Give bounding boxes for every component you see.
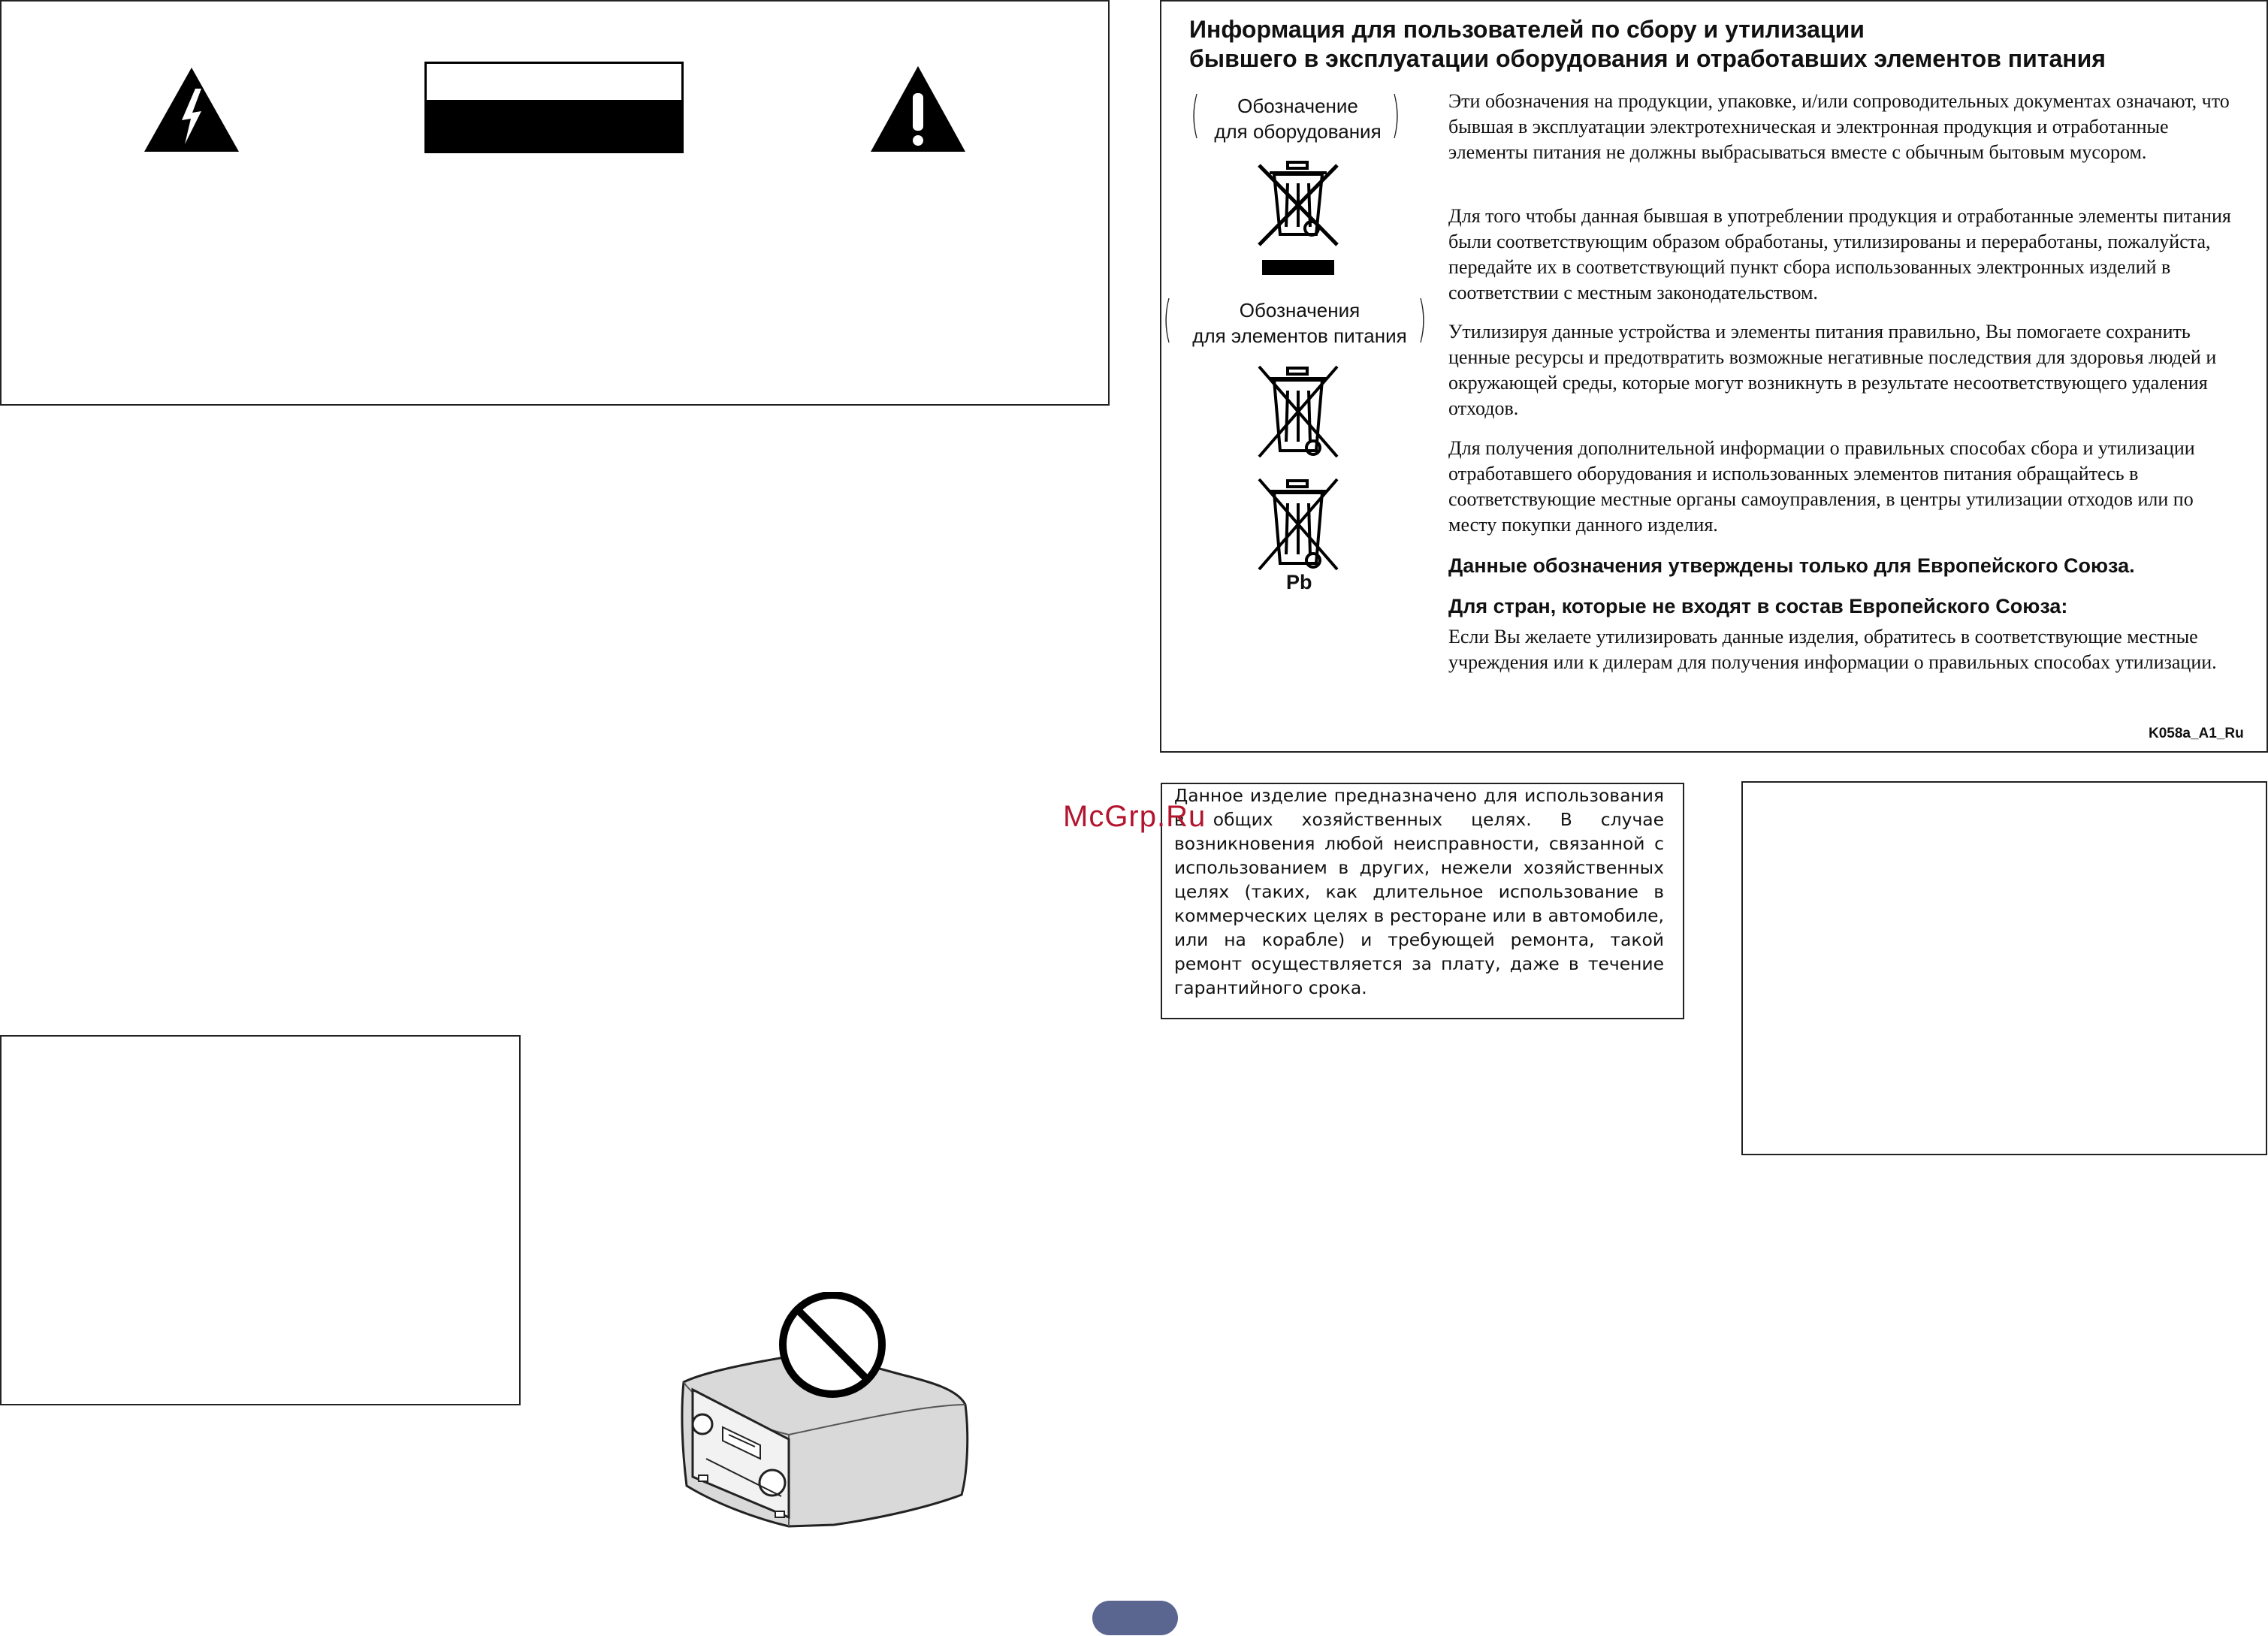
lightning-warning-icon <box>143 66 240 153</box>
pb-label: Pb <box>1286 571 1312 593</box>
crossed-out-bin-icon <box>1253 476 1343 572</box>
document-code: K058a_A1_Ru <box>2149 726 2244 741</box>
caption-bracket-left: ( <box>1191 86 1200 143</box>
exclamation-warning-icon <box>869 65 967 153</box>
page-number-badge <box>1092 1601 1178 1635</box>
info-paragraph: Для того чтобы данная бывшая в употреблении продукция и отработанные элементы питания были соответствующим образом обработаны, утилизированы и переработаны, пожалуйста, передайте их в соответствующий пункт сбора использованных электронных изделий в соответствии с местным законодательством. <box>1448 205 2231 303</box>
caption-bracket-right: ) <box>1418 290 1427 348</box>
empty-box-right <box>1741 781 2267 1155</box>
crossed-out-bin-icon <box>1253 364 1343 460</box>
eu-only-note: Данные обозначения утверждены только для Европейского Союза. <box>1448 554 2135 577</box>
notice-text: Данное изделие предназначено для использования в общих хозяйственных целях. В случае возникновения любой неисправности, связанной с использованием в других, нежели хозяйственных целях (таких, как длительное использование в коммерческих целях в ресторане или в автомобиле, или на корабле) и требующей ремонта, такой ремонт осуществляется за плату, даже в течение гарантийного срока. <box>1174 785 1664 998</box>
non-eu-heading: Для стран, которые не входят в состав Европейского Союза: <box>1448 595 2068 617</box>
info-paragraph: Утилизируя данные устройства и элементы питания правильно, Вы помогаете сохранить ценные ресурсы и предотвратить возможные негативные последствия для здоровья людей и окружающей среды, которые могут возникнуть в результате несоответствующего удаления отходов. <box>1448 321 2217 419</box>
info-paragraph: Эти обозначения на продукции, упаковке, и/или сопроводительных документах означают, что бывшая в эксплуатации электротехническая и электронная продукция и отработанные элементы питания не должны выбрасываться вместе с обычным бытовым мусором. <box>1448 90 2230 163</box>
equipment-symbol-caption: Обозначение для оборудования <box>1214 95 1382 143</box>
battery-symbol-caption: Обозначения для элементов питания <box>1192 299 1407 347</box>
caution-label <box>424 62 684 153</box>
caption-bracket-right: ) <box>1391 86 1400 143</box>
info-title: Информация для пользователей по сбору и утилизации бывшего в эксплуатации оборудования и отработавших элементов питания <box>1189 16 2106 72</box>
warning-box <box>0 0 1110 406</box>
non-eu-text: Если Вы желаете утилизировать данные изделия, обратитесь в соответствующие местные учреждения или к дилерам для получения информации о правильных способах утилизации. <box>1448 626 2217 673</box>
crossed-out-bin-icon <box>1253 156 1343 276</box>
info-paragraph: Для получения дополнительной информации о правильных способах сбора и утилизации отработавшего оборудования и использованных элементов питания обращайтесь в соответствующие местные органы самоуправления, в центры утилизации отходов или по месту покупки данного изделия. <box>1448 437 2195 536</box>
watermark: McGrp.Ru <box>1063 800 1206 833</box>
covered-receiver-illustration <box>676 1292 973 1532</box>
caption-bracket-left: ( <box>1163 290 1172 348</box>
empty-box-left <box>0 1035 521 1405</box>
